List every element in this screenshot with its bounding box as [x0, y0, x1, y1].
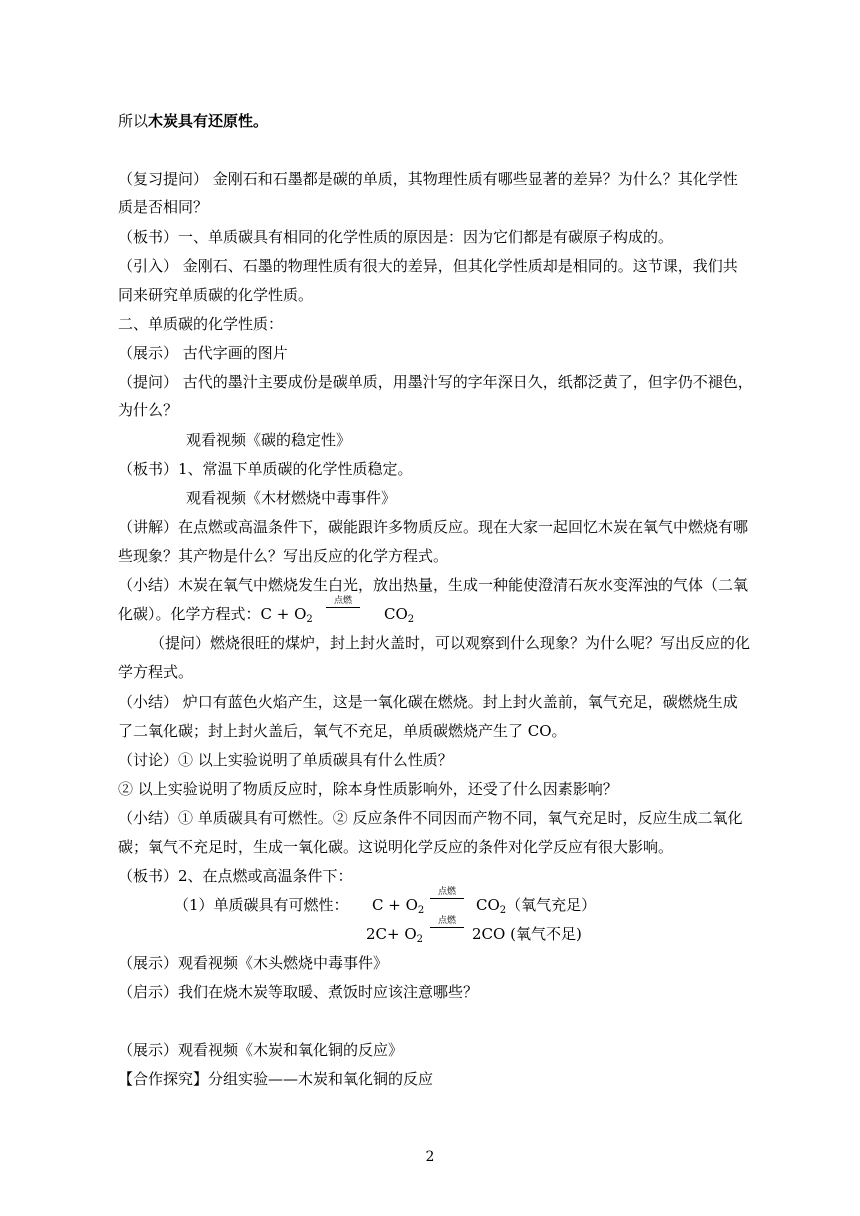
paragraph-conclusion — [118, 111, 268, 131]
equation-prefix: 化碳）。化学方程式：C + O — [118, 605, 307, 623]
line-cooperative-inquiry: 【合作探究】分组实验——木炭和氧化铜的反应 — [118, 1070, 434, 1088]
reactants: C + O — [372, 896, 418, 914]
line-question-ink-cont: 为什么？ — [118, 401, 179, 419]
line-question-ink: （提问） 古代的墨汁主要成份是碳单质，用墨汁写的字年深日久，纸都泛黄了，但字仍不褪色， — [118, 373, 753, 391]
reaction-arrow-line — [326, 607, 360, 608]
bold-conclusion: 木炭具有还原性。 — [148, 112, 269, 130]
line-discussion-1: （讨论）① 以上实验说明了单质碳具有什么性质？ — [118, 751, 453, 769]
line-board-2: （板书）1、常温下单质碳的化学性质稳定。 — [118, 460, 413, 478]
subscript: 2 — [416, 934, 424, 945]
reactants: 2C+ O — [366, 925, 417, 943]
line-summary-2-cont: 了二氧化碳；封上封火盖后，氧气不充足，单质碳燃烧产生了 CO。 — [118, 722, 567, 740]
reaction-condition — [430, 887, 464, 899]
line-board-3: （板书）2、在点燃或高温条件下： — [118, 867, 353, 885]
product-note: （氧气充足） — [506, 896, 597, 914]
equation-2-right — [476, 895, 596, 915]
text-prefix: 所以 — [118, 112, 149, 130]
line-summary-1-equation — [118, 604, 313, 624]
subscript: 2 — [499, 905, 507, 916]
equation-product — [384, 604, 414, 624]
subscript: 2 — [306, 614, 313, 625]
equation-2-left — [372, 895, 424, 915]
line-insight: （启示）我们在烧木炭等取暖、煮饭时应该注意哪些？ — [118, 983, 479, 1001]
product: CO — [476, 896, 500, 914]
product: CO — [384, 605, 408, 623]
line-summary-1: （小结）木炭在氧气中燃烧发生白光，放出热量，生成一种能使澄清石灰水变浑浊的气体（二氧 — [118, 576, 749, 594]
subscript: 2 — [407, 614, 415, 625]
line-discussion-2: ② 以上实验说明了物质反应时，除本身性质影响外，还受了什么因素影响？ — [118, 780, 618, 798]
line-review-question-cont: 质是否相同？ — [118, 198, 209, 216]
line-video-1: 观看视频《碳的稳定性》 — [186, 431, 352, 449]
line-question-stove-cont: 学方程式。 — [118, 663, 194, 681]
reaction-condition — [430, 916, 464, 928]
line-question-stove: （提问）燃烧很旺的煤炉，封上封火盖时，可以观察到什么现象？为什么呢？写出反应的化 — [150, 634, 751, 652]
line-introduction-cont: 同来研究单质碳的化学性质。 — [118, 286, 314, 304]
line-summary-3: （小结）① 单质碳具有可燃性。② 反应条件不同因而产物不同，氧气充足时，反应生成二氧化 — [118, 809, 743, 827]
reaction-arrow-line — [430, 898, 464, 899]
line-show-3: （展示）观看视频《木炭和氧化铜的反应》 — [118, 1041, 404, 1059]
section-heading: 二、单质碳的化学性质： — [118, 315, 284, 333]
line-board-1: （板书）一、单质碳具有相同的化学性质的原因是：因为它们都是有碳原子构成的。 — [118, 228, 674, 246]
equation-3-left — [366, 924, 423, 944]
line-video-2: 观看视频《木材燃烧中毒事件》 — [186, 489, 397, 507]
line-explain: （讲解）在点燃或高温条件下，碳能跟许多物质反应。现在大家一起回忆木炭在氧气中燃烧有哪 — [118, 518, 749, 536]
condition-label: 点燃 — [333, 596, 352, 606]
line-summary-3-cont: 碳；氧气不充足时，生成一氧化碳。这说明化学反应的条件对化学反应有很大影响。 — [118, 838, 674, 856]
condition-label: 点燃 — [437, 887, 456, 897]
page-number: 2 — [425, 1149, 435, 1165]
line-show-1: （展示） 古代字画的图片 — [118, 344, 288, 362]
subscript: 2 — [417, 905, 425, 916]
line-show-2: （展示）观看视频《木头燃烧中毒事件》 — [118, 954, 389, 972]
line-introduction: （引入） 金刚石、石墨的物理性质有很大的差异，但其化学性质却是相同的。这节课，我们共 — [118, 257, 738, 275]
reaction-arrow-line — [430, 927, 464, 928]
line-explain-cont: 些现象？其产物是什么？写出反应的化学方程式。 — [118, 547, 449, 565]
line-summary-2: （小结） 炉口有蓝色火焰产生，这是一氧化碳在燃烧。封上封火盖前，氧气充足，碳燃烧生成 — [118, 693, 738, 711]
equation-3-right: 2CO (氧气不足) — [472, 925, 582, 943]
line-review-question: （复习提问） 金刚石和石墨都是碳的单质，其物理性质有哪些显著的差异？为什么？其化学性 — [118, 170, 738, 188]
line-combustibility: （1）单质碳具有可燃性： — [174, 896, 349, 914]
reaction-condition — [326, 596, 360, 608]
condition-label: 点燃 — [437, 916, 456, 926]
